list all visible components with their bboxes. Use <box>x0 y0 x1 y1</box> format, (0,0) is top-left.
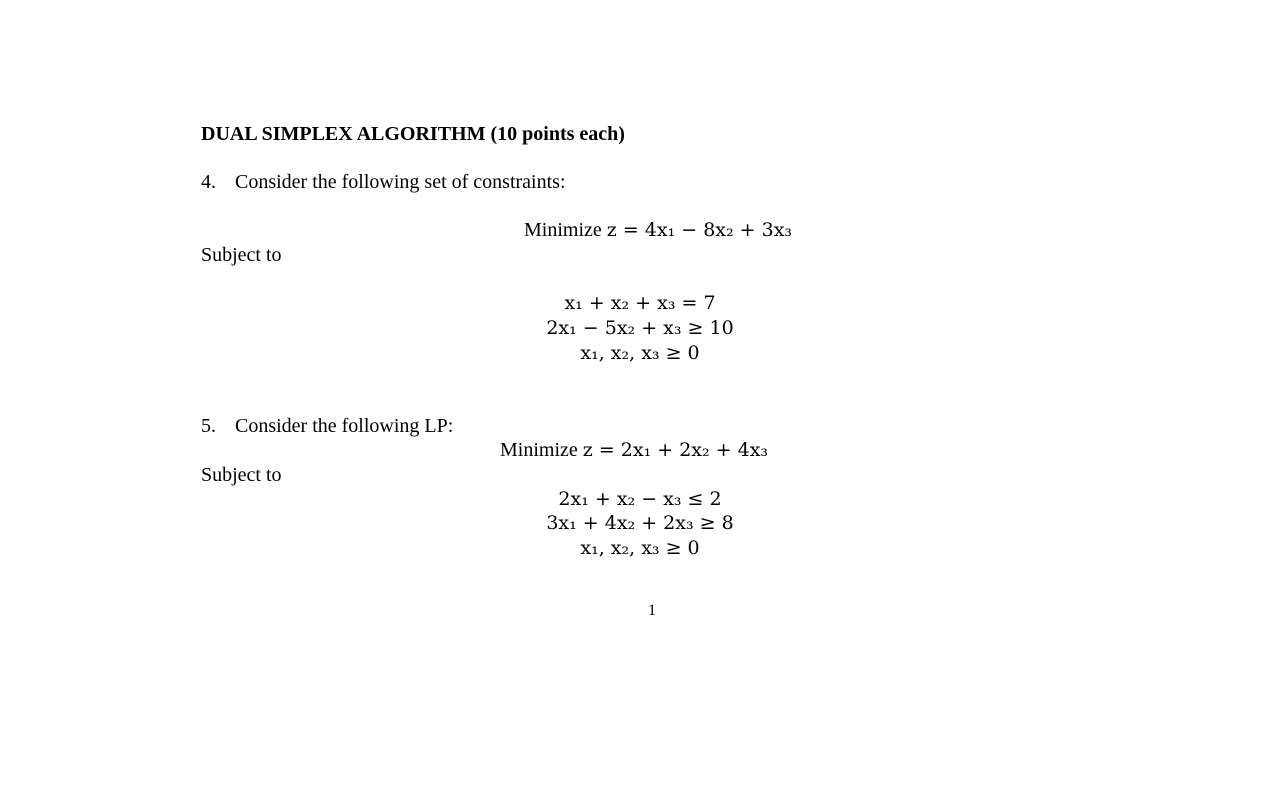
question-5-subject-to: Subject to <box>201 464 282 486</box>
question-5-prompt: Consider the following LP: <box>235 415 454 437</box>
question-4-constraint-1: x₁ + x₂ + x₃ = 7 <box>564 292 716 314</box>
question-5-objective-expr: z = 2x₁ + 2x₂ + 4x₃ <box>582 439 769 461</box>
question-4-prompt: Consider the following set of constraints: <box>235 171 566 193</box>
question-4-objective <box>524 219 792 242</box>
question-4-subject-to: Subject to <box>201 244 282 266</box>
page-number: 1 <box>648 602 656 619</box>
question-5-constraint-3: x₁, x₂, x₃ ≥ 0 <box>580 537 700 559</box>
question-4-objective-label: Minimize <box>524 219 602 241</box>
question-4-objective-expr: z = 4x₁ − 8x₂ + 3x₃ <box>606 219 793 241</box>
question-5-constraint-1: 2x₁ + x₂ − x₃ ≤ 2 <box>558 488 722 510</box>
question-5-objective-label: Minimize <box>500 439 578 461</box>
section-heading: DUAL SIMPLEX ALGORITHM (10 points each) <box>201 123 625 145</box>
question-5-number: 5. <box>201 415 216 437</box>
question-4-constraint-3: x₁, x₂, x₃ ≥ 0 <box>580 342 700 364</box>
question-4-number: 4. <box>201 171 216 193</box>
question-5-objective <box>500 439 768 462</box>
question-5-constraint-2: 3x₁ + 4x₂ + 2x₃ ≥ 8 <box>546 512 734 534</box>
question-4-constraint-2: 2x₁ − 5x₂ + x₃ ≥ 10 <box>546 317 734 339</box>
